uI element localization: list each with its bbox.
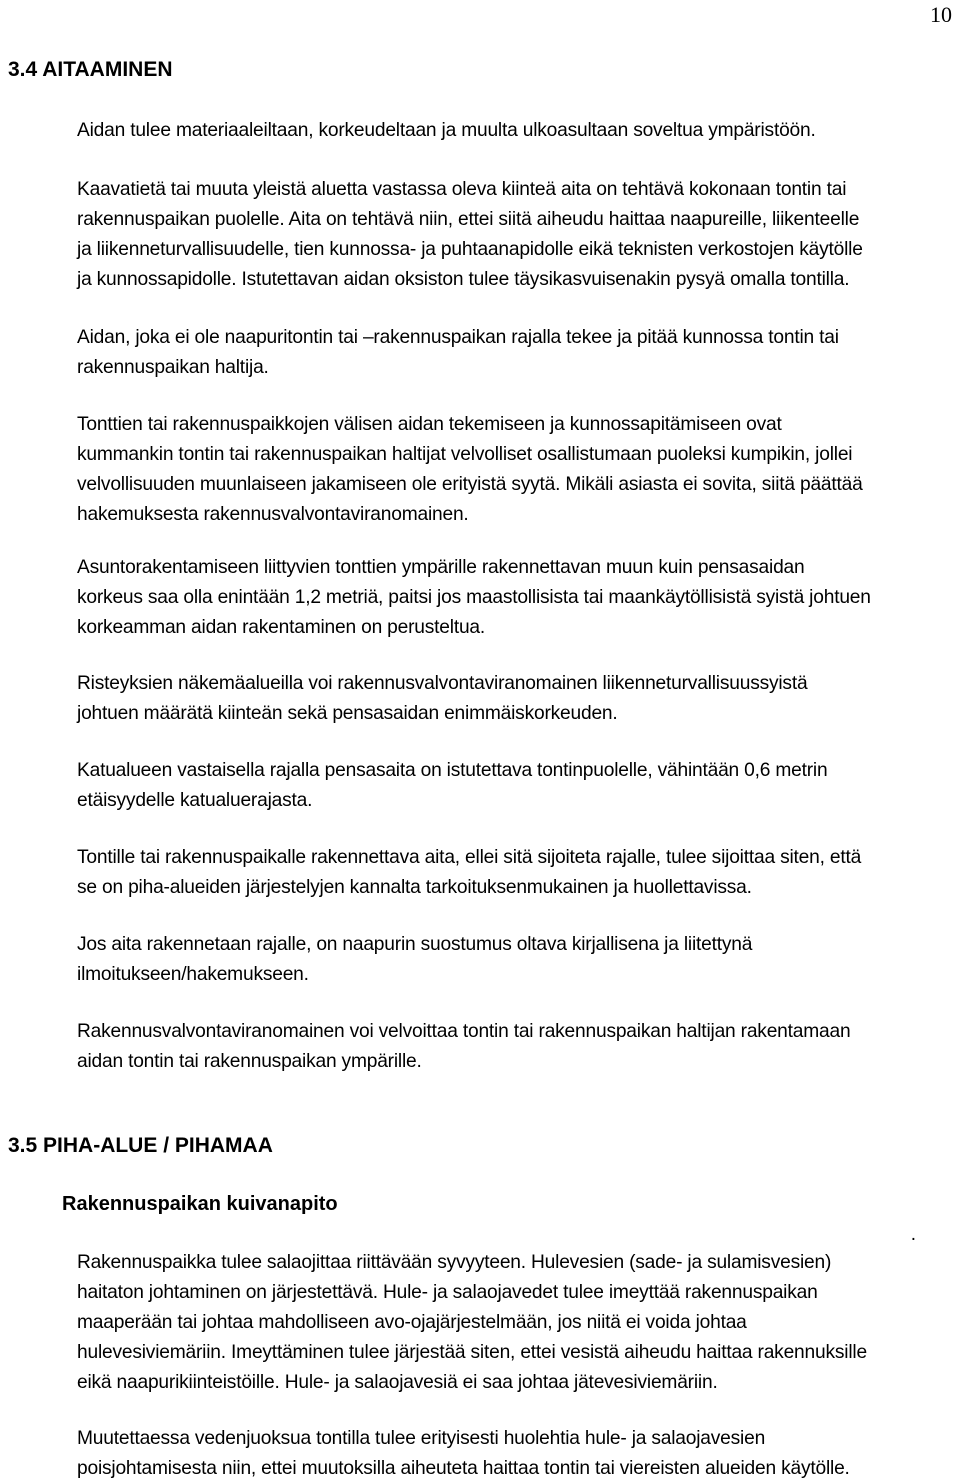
- text-line: rakennuspaikan puolelle. Aita on tehtävä niin, ettei siitä aiheudu haittaa naapureille, liikenteelle: [77, 209, 860, 230]
- text-line: poisjohtamisesta niin, ettei muutoksilla aiheuteta haittaa tontin tai viereisten alueiden käytölle.: [77, 1458, 850, 1479]
- paragraph-authority-obligation: [77, 1017, 957, 1077]
- text-line: velvollisuuden muunlaiseen jakamiseen ole erityistä syytä. Mikäli asiasta ei sovita, siitä päättää: [77, 474, 863, 495]
- text-line: rakennuspaikan haltija.: [77, 357, 269, 378]
- text-line: Rakennusvalvontaviranomainen voi velvoittaa tontin tai rakennuspaikan haltijan rakentamaan: [77, 1021, 851, 1042]
- section-heading-3-5: 3.5 PIHA-ALUE / PIHAMAA: [8, 1134, 273, 1157]
- text-line: ilmoitukseen/hakemukseen.: [77, 964, 309, 985]
- subheading-drainage: Rakennuspaikan kuivanapito: [62, 1193, 338, 1215]
- text-line: korkeus saa olla enintään 1,2 metriä, paitsi jos maastollisista tai maankäytöllisistä syistä johtuen: [77, 587, 871, 608]
- paragraph-fence-maintenance: [77, 323, 957, 383]
- paragraph-material: [77, 116, 957, 146]
- text-line: maaperään tai johtaa mahdolliseen avo-ojajärjestelmään, jos niitä ei voida johtaa: [77, 1312, 747, 1333]
- text-line: ja liikenneturvallisuudelle, tien kunnossa- ja puhtaanapidolle eikä teknisten verkostojen käytölle: [77, 239, 863, 260]
- text-line: Aidan, joka ei ole naapuritontin tai –rakennuspaikan rajalla tekee ja pitää kunnossa tontin tai: [77, 327, 839, 348]
- text-line: ja kunnossapidolle. Istutettavan aidan oksiston tulee täysikasvuisenakin pysyä omalla tontilla.: [77, 269, 850, 290]
- text-line: Katualueen vastaisella rajalla pensasaita on istutettava tontinpuolelle, vähintään 0,6 metrin: [77, 760, 828, 781]
- text-line: kummankin tontin tai rakennuspaikan haltijat velvolliset osallistumaan puoleksi kumpikin, jollei: [77, 444, 853, 465]
- text-line: hulevesiviemäriin. Imeyttäminen tulee järjestää siten, ettei vesistä aiheudu haittaa rakennuksille: [77, 1342, 867, 1363]
- paragraph-fence-location: [77, 843, 957, 903]
- text-line: etäisyydelle katualuerajasta.: [77, 790, 313, 811]
- paragraph-fence-placement: [77, 175, 957, 295]
- stray-dot: .: [910, 1224, 916, 1245]
- page-number: 10: [930, 2, 952, 27]
- paragraph-water-flow: [77, 1424, 957, 1484]
- paragraph-intersections: [77, 669, 957, 729]
- text-line: Tontille tai rakennuspaikalle rakennettava aita, ellei sitä sijoiteta rajalle, tulee sijoittaa siten, että: [77, 847, 862, 868]
- text-line: Rakennuspaikka tulee salaojittaa riittävään syvyyteen. Hulevesien (sade- ja sulamisvesien): [77, 1252, 832, 1273]
- text-line: Asuntorakentamiseen liittyvien tonttien ympärille rakennettavan muun kuin pensasaidan: [77, 557, 805, 578]
- text-line: Risteyksien näkemäalueilla voi rakennusvalvontaviranomainen liikenneturvallisuussyistä: [77, 673, 808, 694]
- text-line: eikä naapurikiinteistöille. Hule- ja salaojavesiä ei saa johtaa jätevesiviemäriin.: [77, 1372, 718, 1393]
- paragraph-hedge-distance: [77, 756, 957, 816]
- text-line: Kaavatietä tai muuta yleistä aluetta vastassa oleva kiinteä aita on tehtävä kokonaan tontin tai: [77, 179, 847, 200]
- text-line: johtuen määrätä kiinteän sekä pensasaidan enimmäiskorkeuden.: [77, 703, 618, 724]
- text-line: se on piha-alueiden järjestelyjen kannalta tarkoituksenmukainen ja huollettavissa.: [77, 877, 752, 898]
- paragraph-neighbor-consent: [77, 930, 957, 990]
- text-line: Jos aita rakennetaan rajalle, on naapurin suostumus oltava kirjallisena ja liitettynä: [77, 934, 753, 955]
- section-heading-3-4: 3.4 AITAAMINEN: [8, 58, 173, 81]
- text-line: korkeamman aidan rakentaminen on perusteltua.: [77, 617, 486, 638]
- text-line: hakemuksesta rakennusvalvontaviranomainen.: [77, 504, 469, 525]
- text-line: Aidan tulee materiaaleiltaan, korkeudeltaan ja muulta ulkoasultaan soveltua ympäristöön.: [77, 120, 816, 141]
- paragraph-drainage: [77, 1248, 957, 1398]
- text-line: haitaton johtaminen on järjestettävä. Hule- ja salaojavedet tulee imeyttää rakennuspaikan: [77, 1282, 818, 1303]
- text-line: aidan tontin tai rakennuspaikan ympärille.: [77, 1051, 422, 1072]
- text-line: Muutettaessa vedenjuoksua tontilla tulee erityisesti huolehtia hule- ja salaojavesien: [77, 1428, 766, 1449]
- text-line: Tonttien tai rakennuspaikkojen välisen aidan tekemiseen ja kunnossapitämiseen ovat: [77, 414, 782, 435]
- paragraph-shared-fence: [77, 410, 957, 530]
- paragraph-fence-height: [77, 553, 957, 643]
